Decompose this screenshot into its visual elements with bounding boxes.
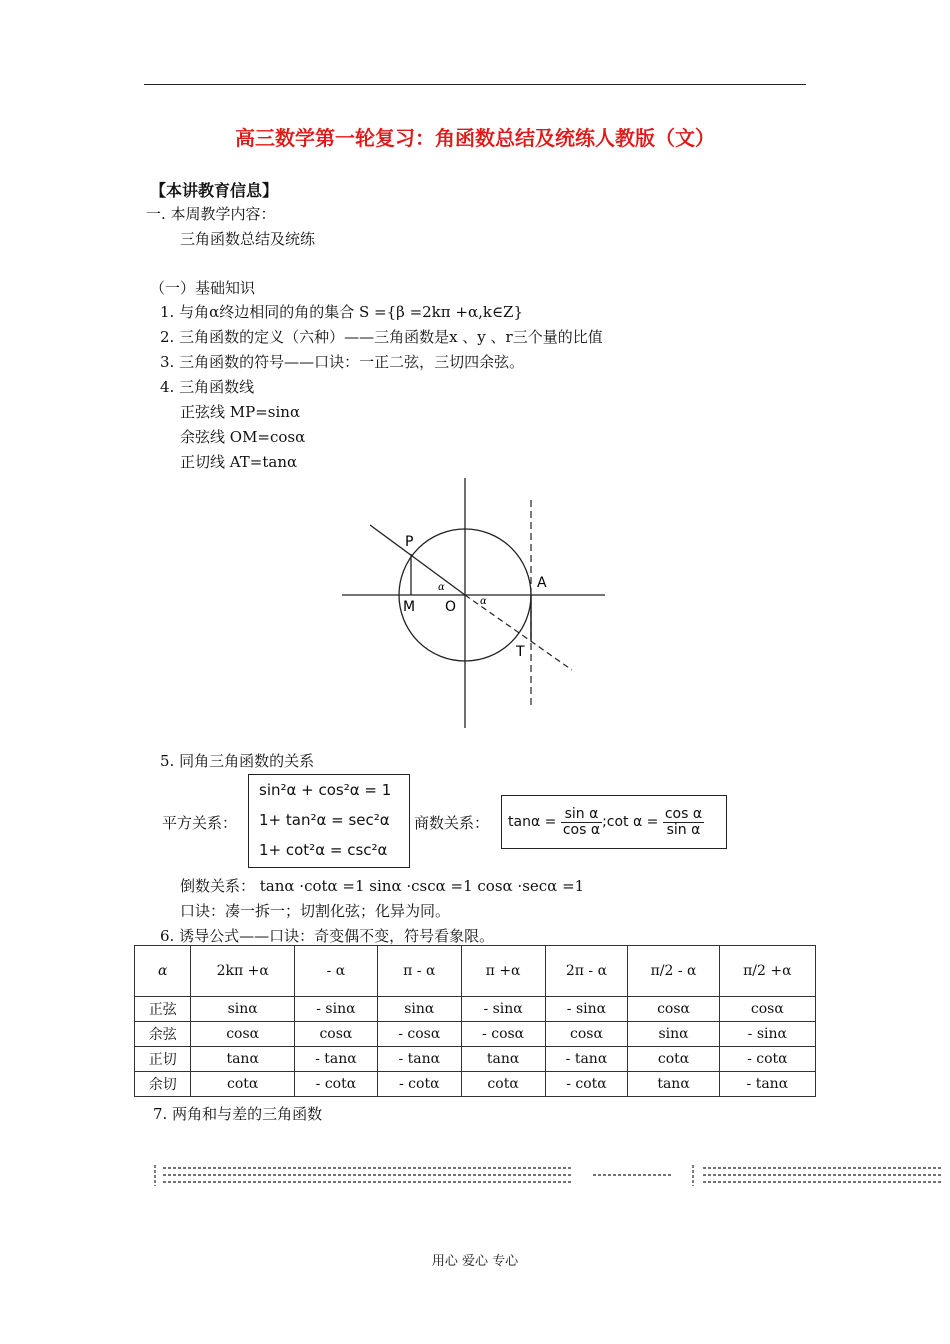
table-cell: - tanα <box>294 1047 377 1072</box>
top-rule <box>144 84 806 85</box>
table-cell: sinα <box>191 997 295 1022</box>
table-cell: sinα <box>377 997 461 1022</box>
quotient-relation-box <box>501 795 727 849</box>
table-cell: - cotα <box>377 1072 461 1097</box>
table-cell: - sinα <box>719 1022 815 1047</box>
table-cell: cotα <box>191 1072 295 1097</box>
item-2: 2. 三角函数的定义（六种）——三角函数是x 、y 、r三个量的比值 <box>160 328 603 346</box>
part1-label: 一. 本周教学内容： <box>146 205 276 223</box>
row-label: 正切 <box>135 1047 191 1072</box>
quotient-formulas <box>508 804 704 840</box>
header-cell: α <box>135 946 191 997</box>
square-relation-label: 平方关系： <box>162 814 238 832</box>
item-1: 1. 与角α终边相同的角的集合 S ={β =2kπ +α,k∈Z} <box>160 303 524 321</box>
table-cell: - cotα <box>545 1072 628 1097</box>
page-title: 高三数学第一轮复习：角函数总结及统练人教版（文） <box>235 126 715 150</box>
illegible-formula-strip <box>153 1162 945 1188</box>
table-header-row <box>135 946 816 997</box>
table-cell: - cosα <box>377 1022 461 1047</box>
quotient-relation-label: 商数关系： <box>414 814 490 832</box>
table-cell: cotα <box>461 1072 545 1097</box>
reciprocal-relation: 倒数关系： tanα ·cotα =1 sinα ·cscα =1 cosα ·secα =1 <box>180 877 585 895</box>
header-cell: 2kπ +α <box>191 946 295 997</box>
row-label: 余切 <box>135 1072 191 1097</box>
header-cell: π/2 - α <box>628 946 719 997</box>
angle-label-left: α <box>438 582 445 593</box>
table-cell: tanα <box>191 1047 295 1072</box>
label-p: P <box>405 534 414 550</box>
unit-circle-diagram <box>330 470 620 735</box>
angle-label-right: α <box>480 596 487 607</box>
item-7: 7. 两角和与差的三角函数 <box>153 1105 323 1123</box>
table-cell: - tanα <box>545 1047 628 1072</box>
table-row <box>135 1022 816 1047</box>
square-relation-box <box>248 774 410 868</box>
header-cell: - α <box>294 946 377 997</box>
formula-sin-cos: sin²α + cos²α = 1 <box>259 781 392 799</box>
tangent-line-def: 正切线 AT=tanα <box>180 453 298 471</box>
table-cell: - cotα <box>719 1047 815 1072</box>
table-cell: - tanα <box>719 1072 815 1097</box>
header-cell: π +α <box>461 946 545 997</box>
page-footer: 用心 爱心 专心 <box>431 1254 519 1269</box>
item-3: 3. 三角函数的符号——口诀：一正二弦，三切四余弦。 <box>160 353 525 371</box>
label-t: T <box>516 644 525 660</box>
table-row <box>135 1047 816 1072</box>
table-cell: - tanα <box>377 1047 461 1072</box>
table-cell: cosα <box>545 1022 628 1047</box>
tan-lhs: tanα = <box>508 814 557 830</box>
table-cell: cosα <box>191 1022 295 1047</box>
table-cell: sinα <box>628 1022 719 1047</box>
table-cell: - sinα <box>294 997 377 1022</box>
part1-content: 三角函数总结及统练 <box>180 230 316 248</box>
table-cell: tanα <box>628 1072 719 1097</box>
table-cell: - cosα <box>461 1022 545 1047</box>
cosine-line-def: 余弦线 OM=cosα <box>180 428 306 446</box>
row-label: 余弦 <box>135 1022 191 1047</box>
row-label: 正弦 <box>135 997 191 1022</box>
table-cell: - sinα <box>545 997 628 1022</box>
table-row <box>135 997 816 1022</box>
label-m: M <box>403 599 416 615</box>
table-cell: cosα <box>294 1022 377 1047</box>
cot-lhs: ;cot α = <box>602 814 659 830</box>
table-cell: - cotα <box>294 1072 377 1097</box>
item-5: 5. 同角三角函数的关系 <box>160 752 315 770</box>
cot-numerator: cos α <box>664 805 703 822</box>
part2-label: （一）基础知识 <box>150 279 256 297</box>
table-cell: cotα <box>628 1047 719 1072</box>
sine-line-def: 正弦线 MP=sinα <box>180 403 301 421</box>
header-cell: π/2 +α <box>719 946 815 997</box>
table-cell: - sinα <box>461 997 545 1022</box>
tan-numerator: sin α <box>561 807 602 823</box>
label-a: A <box>537 575 547 591</box>
header-cell: π - α <box>377 946 461 997</box>
terminal-side <box>370 525 465 595</box>
table-cell: cosα <box>719 997 815 1022</box>
section-heading: 【本讲教育信息】 <box>150 181 279 200</box>
table-row <box>135 1072 816 1097</box>
header-cell: 2π - α <box>545 946 628 997</box>
item-4: 4. 三角函数线 <box>160 378 255 396</box>
induction-formula-table <box>134 945 816 1097</box>
mnemonic-5: 口诀：凑一拆一；切割化弦；化异为同。 <box>180 902 451 920</box>
tan-denominator: cos α <box>562 821 601 838</box>
formula-cot-csc: 1+ cot²α = csc²α <box>259 841 388 859</box>
item-6: 6. 诱导公式——口诀：奇变偶不变，符号看象限。 <box>160 927 495 945</box>
label-o: O <box>445 599 457 615</box>
table-cell: cosα <box>628 997 719 1022</box>
formula-tan-sec: 1+ tan²α = sec²α <box>259 811 390 829</box>
table-cell: tanα <box>461 1047 545 1072</box>
cot-denominator: sin α <box>666 821 701 838</box>
